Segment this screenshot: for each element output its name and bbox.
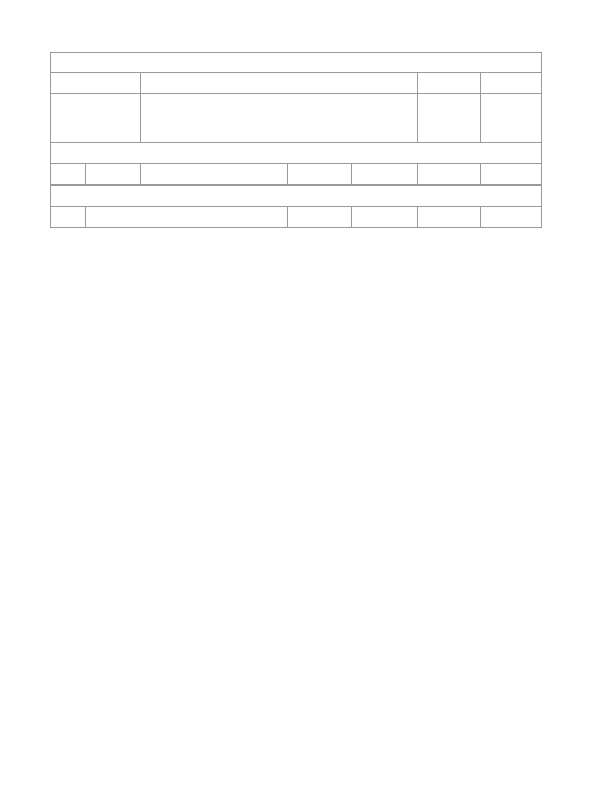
main-item-row: [51, 94, 542, 143]
quota-header-seq: [51, 164, 86, 185]
list-section-row: [51, 186, 542, 207]
list-header-price: [418, 207, 481, 228]
header-bill-code: [51, 73, 141, 94]
title-row: [51, 53, 542, 73]
list-header-qty: [352, 207, 418, 228]
quota-header-qty: [352, 164, 418, 185]
item-unit-price: [481, 94, 542, 143]
list-header-total: [481, 207, 542, 228]
quota-header-price: [418, 164, 481, 185]
bill-detail-sheet: [50, 52, 542, 228]
sheet-title: [51, 53, 542, 73]
quota-header-row: [51, 164, 542, 185]
main-header-row: [51, 73, 542, 94]
quota-header-name: [141, 164, 288, 185]
list-header-unit: [288, 207, 352, 228]
header-unit-price: [481, 73, 542, 94]
item-name: [141, 94, 418, 143]
list-header-seq: [51, 207, 86, 228]
header-item-name: [141, 73, 418, 94]
quota-header-total: [481, 164, 542, 185]
header-unit: [418, 73, 481, 94]
bill-code: [51, 94, 141, 143]
item-unit: [418, 94, 481, 143]
quota-section-row: [51, 143, 542, 164]
list-header-name: [86, 207, 288, 228]
quota-section-title: [51, 143, 542, 164]
list-header-row: [51, 207, 542, 228]
list-section-title: [51, 186, 542, 207]
quota-header-unit: [288, 164, 352, 185]
quota-header-code: [86, 164, 141, 185]
